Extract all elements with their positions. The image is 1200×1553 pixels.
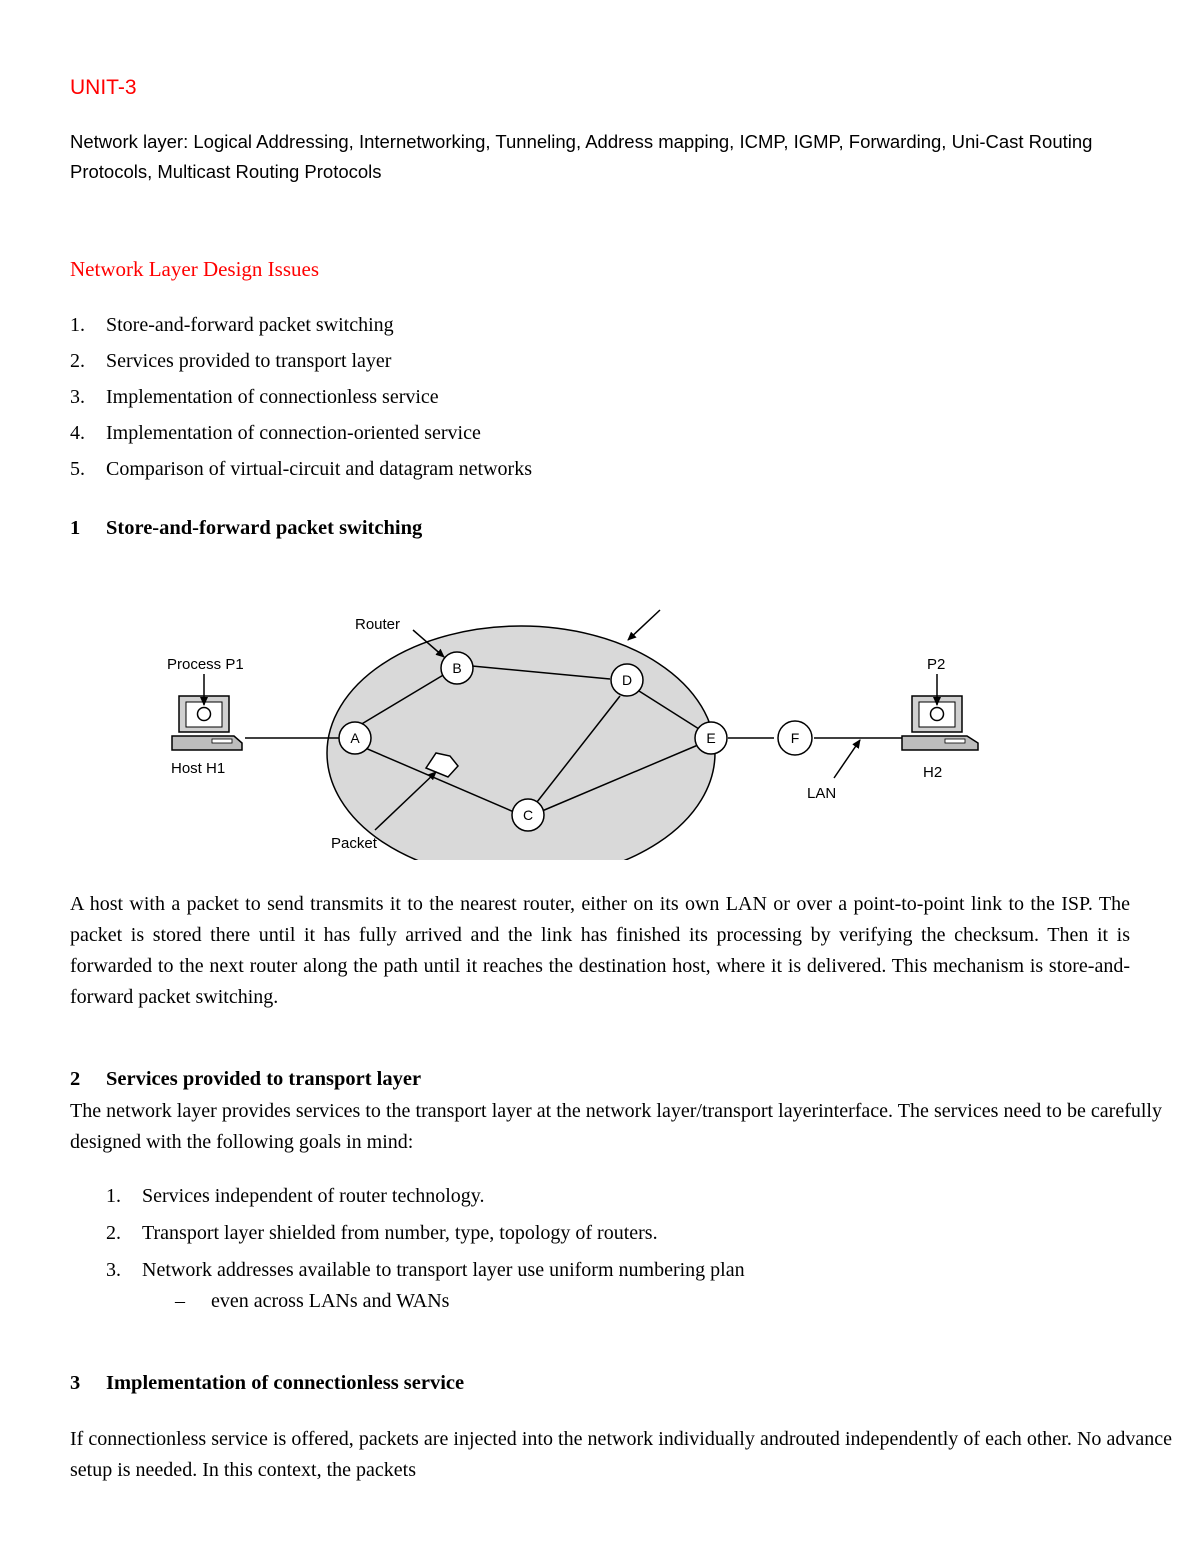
section2-number: 2 bbox=[70, 1068, 81, 1090]
list-item-text: Network addresses available to transport layer use uniform numbering plan bbox=[142, 1259, 745, 1281]
h2-label: H2 bbox=[923, 764, 943, 781]
host-h1-computer-icon bbox=[172, 696, 242, 750]
section1-title: Store-and-forward packet switching bbox=[106, 517, 423, 539]
section3-number: 3 bbox=[70, 1372, 81, 1394]
design-issues-heading: Network Layer Design Issues bbox=[70, 257, 320, 281]
section1-paragraph: A host with a packet to send transmits it to the nearest router, either on its own LAN or over a point-to-point link to the ISP. The packet is stored there until it has fully arrived and the link has finished its processing by verifying the checksum. Then it is forwarded to the next router along the path until it reaches the destination host, where it is delivered. This mechanism is store-and-forward packet switching. bbox=[70, 893, 1130, 1008]
list-item-text: Comparison of virtual-circuit and datagram networks bbox=[106, 458, 532, 480]
node-label-e: E bbox=[706, 730, 716, 746]
section2-paragraph: The network layer provides services to the transport layer at the network layer/transport layerinterface. The services need to be carefully designed with the following goals in mind: bbox=[70, 1100, 1162, 1153]
host-h1-label: Host H1 bbox=[171, 760, 226, 777]
list-item-number: 3. bbox=[70, 386, 85, 408]
section2-title: Services provided to transport layer bbox=[106, 1068, 422, 1090]
p2-label: P2 bbox=[927, 656, 946, 673]
node-label-f: F bbox=[790, 730, 800, 746]
unit-title: UNIT-3 bbox=[70, 76, 137, 99]
host-h2-computer-icon bbox=[902, 696, 978, 750]
list-item-text: Implementation of connection-oriented service bbox=[106, 422, 481, 444]
sub-bullet-item bbox=[175, 1290, 675, 1318]
router-node-a bbox=[339, 722, 371, 754]
list-item-text: Services provided to transport layer bbox=[106, 350, 392, 372]
list-item-number: 1. bbox=[106, 1185, 121, 1207]
store-forward-diagram bbox=[150, 600, 1010, 860]
lan-label: LAN bbox=[807, 785, 837, 802]
list-item-number: 1. bbox=[70, 314, 85, 336]
node-label-b: B bbox=[452, 660, 462, 676]
list-item-number: 2. bbox=[70, 350, 85, 372]
list-item-number: 4. bbox=[70, 422, 85, 444]
packet-label: Packet bbox=[331, 835, 377, 852]
list-item-number: 3. bbox=[106, 1259, 121, 1281]
router-node-b bbox=[441, 652, 473, 684]
sub-bullet-dash: – bbox=[175, 1290, 185, 1312]
list-item-number: 2. bbox=[106, 1222, 121, 1244]
node-label-d: D bbox=[621, 672, 633, 688]
router-node-e bbox=[695, 722, 727, 754]
section3-heading bbox=[70, 1372, 670, 1400]
router-label: Router bbox=[355, 616, 401, 633]
router-node-f bbox=[778, 721, 812, 755]
section3-paragraph: If connectionless service is offered, packets are injected into the network individually androuted independently of each other. No advance setup is needed. In this context, the packets bbox=[70, 1428, 1172, 1481]
router-node-d bbox=[611, 664, 643, 696]
list-item-text: Implementation of connectionless service bbox=[106, 386, 439, 408]
list-item-text: Transport layer shielded from number, type, topology of routers. bbox=[142, 1222, 658, 1244]
process-p1-label: Process P1 bbox=[167, 656, 244, 673]
network-arrow bbox=[628, 610, 660, 640]
lan-arrow bbox=[834, 740, 860, 778]
syllabus-text: Network layer: Logical Addressing, Internetworking, Tunneling, Address mapping, ICMP, IGMP, Forwarding, Uni-Cast Routing Protocols, Multicast Routing Protocols bbox=[70, 131, 1093, 182]
list-item-number: 5. bbox=[70, 458, 85, 480]
sub-bullet-text: even across LANs and WANs bbox=[211, 1290, 450, 1312]
list-item-text: Store-and-forward packet switching bbox=[106, 314, 394, 336]
router-node-c bbox=[512, 799, 544, 831]
section3-title: Implementation of connectionless service bbox=[106, 1372, 465, 1394]
section1-number: 1 bbox=[70, 517, 81, 539]
section1-heading bbox=[70, 517, 670, 545]
node-label-c: C bbox=[522, 807, 534, 823]
list-item-text: Services independent of router technology. bbox=[142, 1185, 485, 1207]
node-label-a: A bbox=[350, 730, 360, 746]
section2-heading bbox=[70, 1068, 670, 1096]
